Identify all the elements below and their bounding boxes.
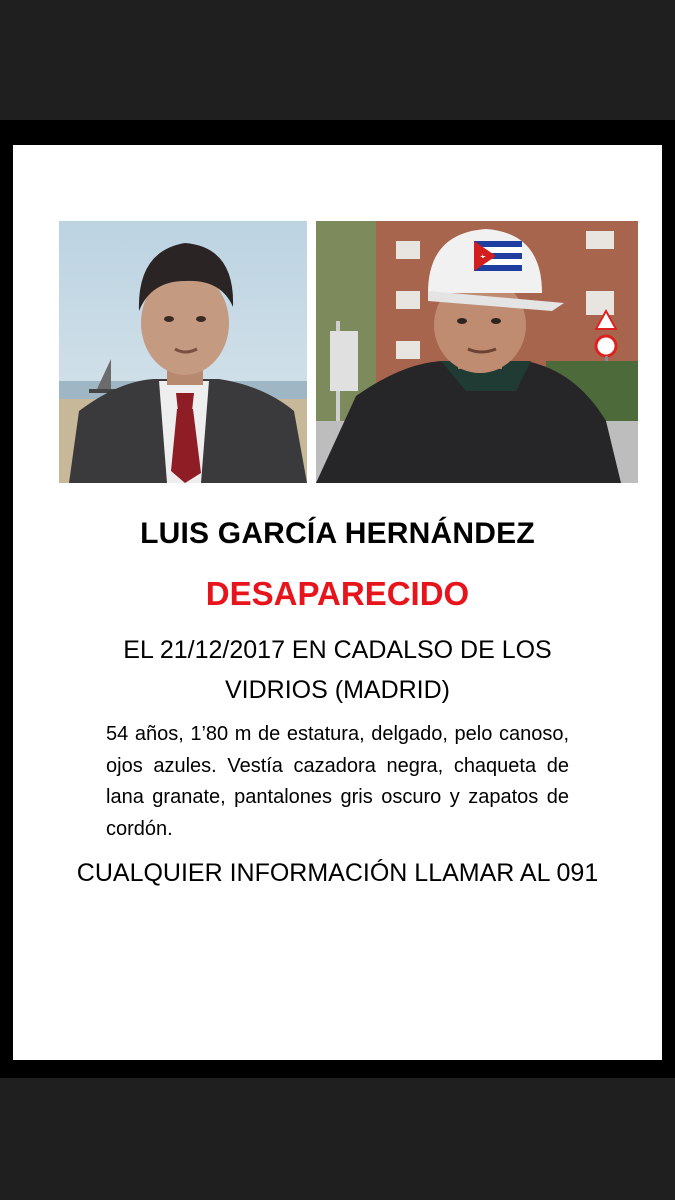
missing-person-poster <box>13 145 662 1060</box>
person-name: LUIS GARCÍA HERNÁNDEZ <box>140 517 535 550</box>
photo-cap-portrait <box>316 221 638 483</box>
date-location-text: EL 21/12/2017 EN CADALSO DE LOS VIDRIOS (MADRID) <box>123 636 552 704</box>
photo-suit-portrait <box>59 221 307 483</box>
contact-instructions: CUALQUIER INFORMACIÓN LLAMAR AL 091 <box>76 859 599 887</box>
physical-description: 54 años, 1’80 m de estatura, delgado, pelo canoso, ojos azules. Vestía cazadora negra, chaqueta de lana granate, pantalones gris oscuro y zapatos de cordón. <box>106 723 569 840</box>
missing-status-heading: DESAPARECIDO <box>205 575 470 612</box>
